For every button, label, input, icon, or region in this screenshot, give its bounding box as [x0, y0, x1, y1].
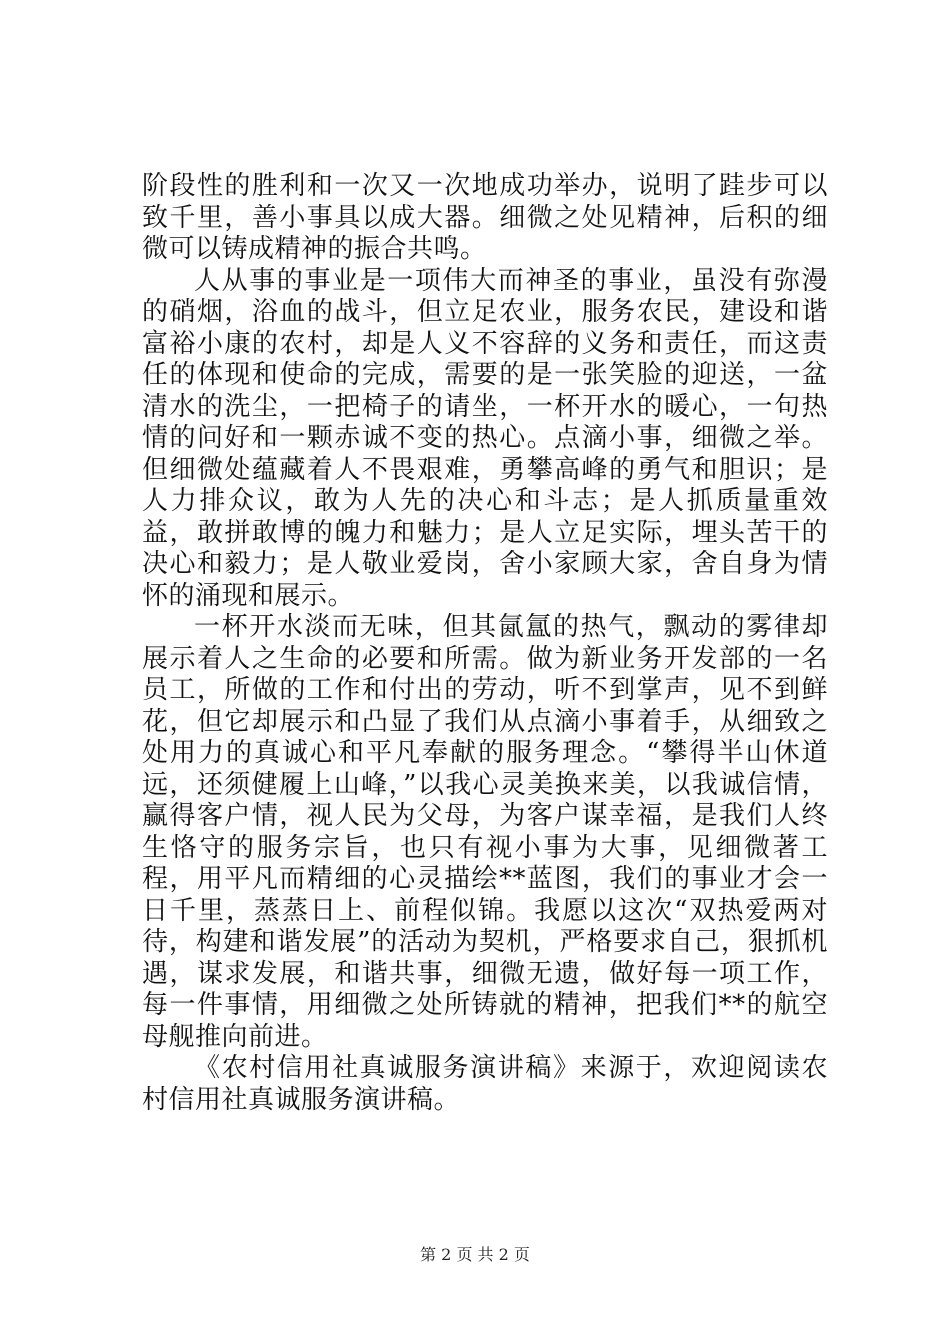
page-number-footer: 第 2 页 共 2 页 [420, 1245, 530, 1264]
paragraph-source-note: 《农村信用社真诚服务演讲稿》来源于，欢迎阅读农村信用社真诚服务演讲稿。 [142, 1053, 828, 1115]
paragraph: 人从事的事业是一项伟大而神圣的事业，虽没有弥漫的硝烟，浴血的战斗，但立足农业，服务农民，建设和谐富裕小康的农村，却是人义不容辞的义务和责任，而这责任的体现和使命的完成，需要的是一张笑脸的迎送，一盆清水的洗尘，一把椅子的请坐，一杯开水的暖心，一句热情的问好和一颗赤诚不变的热心。点滴小事，细微之举。但细微处蕴藏着人不畏艰难，勇攀高峰的勇气和胆识；是人力排众议，敢为人先的决心和斗志；是人抓质量重效益，敢拼敢博的魄力和魅力；是人立足实际，埋头苦干的决心和毅力；是人敬业爱岗，舍小家顾大家，舍自身为情怀的涌现和展示。 [142, 265, 828, 611]
paragraph: 一杯开水淡而无味，但其氤氲的热气，飘动的雾律却展示着人之生命的必要和所需。做为新业务开发部的一名员工，所做的工作和付出的劳动，听不到掌声，见不到鲜花，但它却展示和凸显了我们从点滴小事着手，从细致之处用力的真诚心和平凡奉献的服务理念。“攀得半山休道远，还须健履上山峰，”以我心灵美换来美，以我诚信情，赢得客户情，视人民为父母，为客户谋幸福，是我们人终生恪守的服务宗旨，也只有视小事为大事，见细微著工程，用平凡而精细的心灵描绘**蓝图，我们的事业才会一日千里，蒸蒸日上、前程似锦。我愿以这次“双热爱两对待，构建和谐发展”的活动为契机，严格要求自己，狠抓机遇，谋求发展，和谐共事，细微无遗，做好每一项工作，每一件事情，用细微之处所铸就的精神，把我们**的航空母舰推向前进。 [142, 612, 828, 1052]
paragraph-continued: 阶段性的胜利和一次又一次地成功举办，说明了跬步可以致千里，善小事具以成大器。细微之处见精神，后积的细微可以铸成精神的振合共鸣。 [142, 171, 828, 264]
document-body [142, 171, 828, 1116]
